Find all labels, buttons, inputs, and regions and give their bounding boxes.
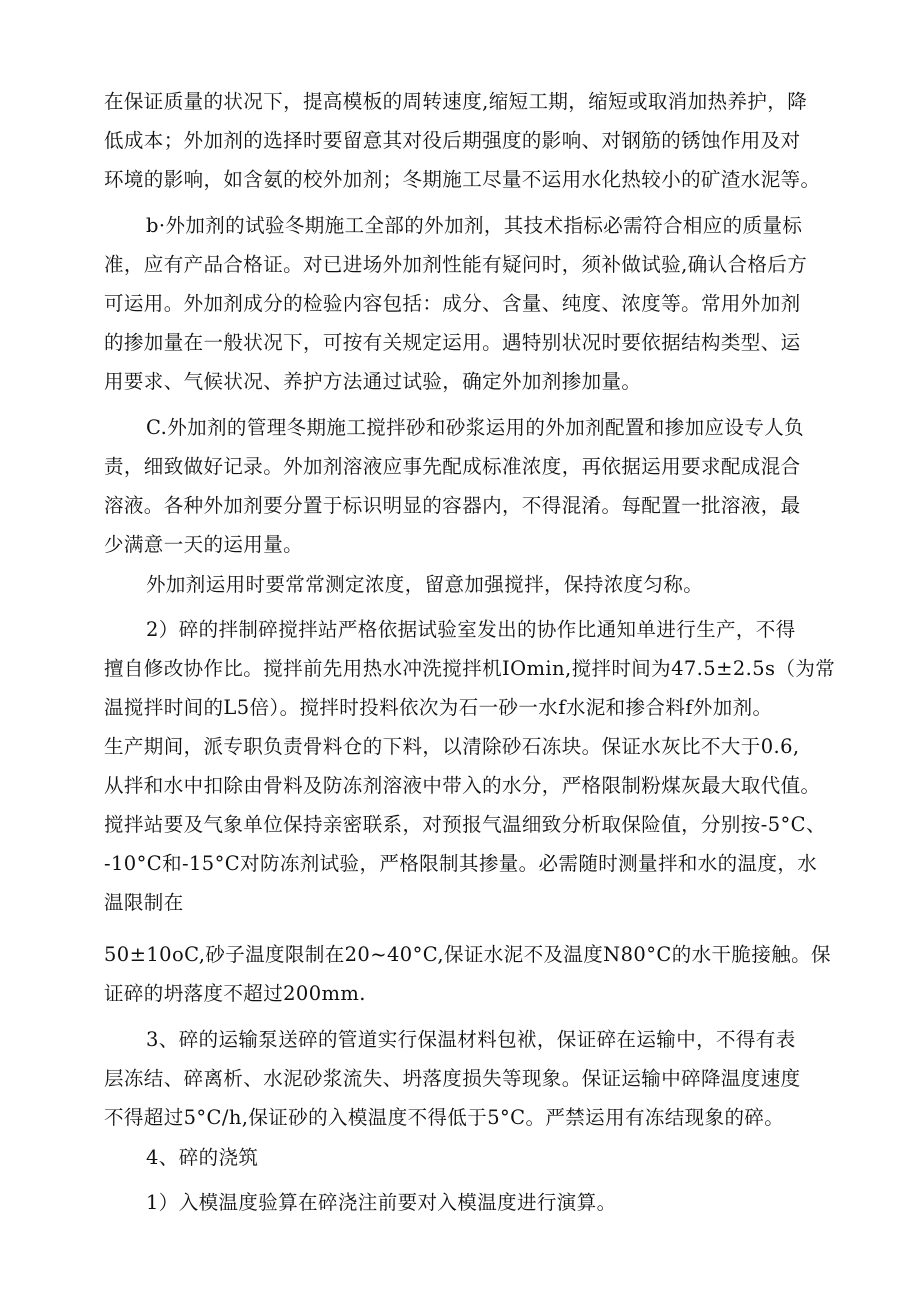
text-line: 准，应有产品合格证。对已进场外加剂性能有疑问时，须补做试验,确认合格后方 [104, 253, 808, 276]
paragraph-first-line: 外加剂运用时要常常测定浓度，留意加强搅拌，保持浓度匀称。 [146, 573, 704, 596]
paragraph-first-line: b·外加剂的试验冬期施工全部的外加剂，其技术指标必需符合相应的质量标 [146, 214, 803, 237]
text-line: 环境的影响，如含氨的校外加剂；冬期施工尽量不运用水化热较小的矿渣水泥等。 [104, 168, 821, 191]
text-line: 温搅拌时间的L5倍）。搅拌时投料依次为石一砂一水f水泥和掺合料f外加剂。 [104, 696, 773, 719]
text-line: 从拌和水中扣除由骨料及防冻剂溶液中带入的水分，严格限制粉煤灰最大取代值。 [104, 774, 821, 797]
text-line: 50±10oC,砂子温度限制在20~40°C,保证水泥不及温度N80°C的水干脆接触。保 [104, 943, 831, 966]
text-line: 用要求、气候状况、养护方法通过试验，确定外加剂掺加量。 [104, 370, 642, 393]
text-line: 少满意一天的运用量。 [104, 533, 304, 556]
text-line: 责，细致做好记录。外加剂溶液应事先配成标准浓度，再依据运用要求配成混合 [104, 455, 801, 478]
paragraph-first-line: C.外加剂的管理冬期施工搅拌砂和砂浆运用的外加剂配置和掺加应设专人负 [146, 416, 805, 439]
text-line: 生产期间，派专职负责骨料仓的下料，以清除砂石冻块。保证水灰比不大于0.6, [104, 735, 800, 758]
text-line: 在保证质量的状况下，提高模板的周转速度,缩短工期，缩短或取消加热养护，降 [104, 90, 808, 113]
text-line: -10°C和-15°C对防冻剂试验，严格限制其掺量。必需随时测量拌和水的温度，水 [104, 852, 818, 875]
text-line: 温限制在 [104, 891, 184, 914]
text-line: 擅自修改协作比。搅拌前先用热水冲洗搅拌机IOmin,搅拌时间为47.5±2.5s（为常 [104, 657, 836, 680]
text-line: 不得超过5°C/h,保证砂的入模温度不得低于5°C。严禁运用有冻结现象的碎。 [104, 1106, 785, 1129]
text-line: 可运用。外加剂成分的检验内容包括：成分、含量、纯度、浓度等。常用外加剂 [104, 292, 801, 315]
paragraph-first-line: 1）入模温度验算在碎浇注前要对入模温度进行演算。 [146, 1191, 617, 1214]
text-line: 证碎的坍落度不超过200mm. [104, 982, 366, 1005]
section-heading: 4、碎的浇筑 [146, 1146, 259, 1169]
text-line: 层冻结、碎离析、水泥砂浆流失、坍落度损失等现象。保证运输中碎降温度速度 [104, 1067, 801, 1090]
text-line: 的掺加量在一般状况下，可按有关规定运用。遇特别状况时要依据结构类型、运 [104, 331, 801, 354]
paragraph-first-line: 2）碎的拌制碎搅拌站严格依据试验室发出的协作比通知单进行生产，不得 [146, 618, 796, 641]
text-line: 搅拌站要及气象单位保持亲密联系，对预报气温细致分析取保险值，分别按-5°C、 [104, 813, 826, 836]
text-line: 低成本；外加剂的选择时要留意其对役后期强度的影响、对钢筋的锈蚀作用及对 [104, 129, 801, 152]
paragraph-first-line: 3、碎的运输泵送碎的管道实行保温材料包袱，保证碎在运输中，不得有表 [146, 1028, 796, 1051]
text-line: 溶液。各种外加剂要分置于标识明显的容器内，不得混淆。每配置一批溶液，最 [104, 494, 801, 517]
